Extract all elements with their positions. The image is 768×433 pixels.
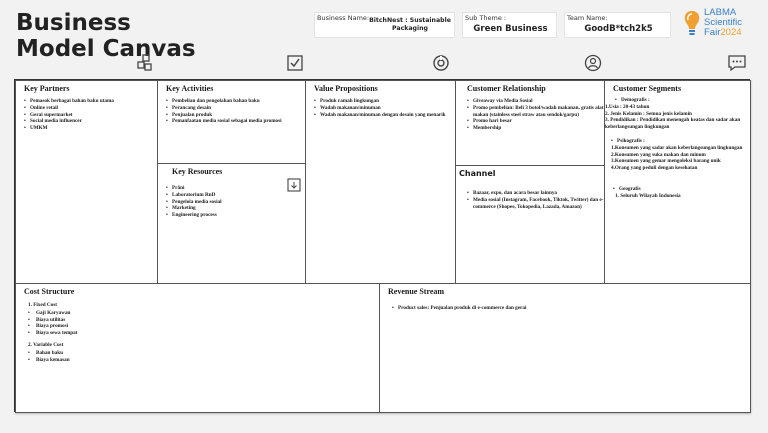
sub-theme-value: Green Business xyxy=(473,24,548,34)
geo-line: 1. Seluruh Wilayah Indonesia xyxy=(615,192,681,199)
list-item: • Pråni xyxy=(166,185,305,192)
list-item: • Perancang desain xyxy=(166,105,305,112)
sub-theme-label: Sub Theme : xyxy=(465,14,507,22)
list-item: • Wadah makanan/minuman dengan desain yang menarik xyxy=(314,112,455,119)
value-propositions-title: Value Propositions xyxy=(314,84,378,93)
revenue-stream-cell xyxy=(379,283,751,413)
psiko-line: 2.Konsumen yang suka makan dan minum xyxy=(611,151,706,158)
list-item: • Engineering process xyxy=(166,212,305,219)
psiko-line: 1.Konsumen yang sadar akan keberlangsungan lingkungan xyxy=(611,144,743,151)
key-partners-title: Key Partners xyxy=(24,84,70,93)
value-icon xyxy=(432,54,450,72)
relationship-icon xyxy=(584,54,602,72)
customer-segments-title: Customer Segments xyxy=(613,84,682,93)
list-item: • Biaya promosi xyxy=(28,323,379,330)
revenue-stream-list xyxy=(392,305,750,312)
logo-line3: Fair xyxy=(704,27,721,38)
list-item: • Gerai supermarket xyxy=(24,112,157,119)
list-item: • Marketing xyxy=(166,205,305,212)
list-item: • Social media influencer xyxy=(24,118,157,125)
key-resources-title: Key Resources xyxy=(172,167,223,176)
demografis-heading: • Demografis : xyxy=(615,97,750,104)
psiko-line: 3.Konsumen yang gemar mengoleksi barang unik xyxy=(611,158,721,165)
channel-title: Channel xyxy=(459,169,496,178)
variable-cost-label: 2. Variable Cost xyxy=(28,341,64,348)
channel-cell xyxy=(455,165,605,284)
fixed-cost-label: 1. Fixed Cost xyxy=(28,302,57,308)
customer-relationship-title: Customer Relationship xyxy=(467,84,546,93)
list-item: • Bazaar, expo, dan acara besar lainnya xyxy=(467,190,604,197)
logo-line1: LABMA xyxy=(704,7,737,18)
list-item: • Produk ramah lingkungan xyxy=(314,98,455,105)
list-item: • Pemanfaatan media sosial sebagai media promosi xyxy=(166,118,305,125)
business-name-box xyxy=(314,12,455,38)
list-item: • Giveaway via Media Sosial xyxy=(467,98,604,105)
key-activities-title: Key Activities xyxy=(166,84,214,93)
cost-structure-title: Cost Structure xyxy=(24,287,75,296)
variable-cost-list xyxy=(28,350,379,364)
labma-logo xyxy=(683,8,755,42)
team-name-box xyxy=(564,12,671,38)
list-item: • UMKM xyxy=(24,125,157,132)
list-item: • Online retail xyxy=(24,105,157,112)
key-activities-cell xyxy=(157,80,306,164)
demo-line: 2. Jenis Kelamin : Semua jenis kelamin xyxy=(605,110,692,117)
psiko-line: 4.Orang yang peduli dengan kesehatan xyxy=(611,165,698,172)
team-name-value: GoodB*tch2k5 xyxy=(584,24,653,34)
list-item: • Pembelian dan pengolahan bahan baku xyxy=(166,98,305,105)
demo-line: 1.Usia : 20-43 tahun xyxy=(605,103,650,110)
geografis-heading: • Geografis xyxy=(613,186,750,193)
business-name-label: Business Name: xyxy=(317,14,370,22)
list-item: • Biaya kemasan xyxy=(28,357,379,364)
channel-list xyxy=(467,190,604,210)
business-model-canvas xyxy=(14,79,750,412)
activities-icon xyxy=(286,54,304,72)
list-item: • Membership xyxy=(467,125,604,132)
value-propositions-cell xyxy=(305,80,456,284)
list-item: • Biaya sewa tempat xyxy=(28,330,379,337)
list-item: • Product sales: Penjualan produk di e-commerce dan gerai xyxy=(392,305,750,312)
team-name-label: Team Name: xyxy=(567,14,608,22)
page-title: Business Model Canvas xyxy=(16,10,196,62)
list-item: • Media sosial (Instagram, Facebook, Tiktok, Twitter) dan e-commerce (Shopee, Tokopedia, Lazada, Amazon) xyxy=(467,197,604,211)
partners-icon xyxy=(136,54,154,72)
list-item: • Gaji Karyawan xyxy=(28,310,379,317)
demo-line: 3. Pendidikan : Pendidikan menengah keatas dan sadar akan keberlangsungan lingkungan xyxy=(605,117,741,131)
key-partners-list xyxy=(24,98,157,132)
cost-structure-cell xyxy=(15,283,380,413)
customer-relationship-list xyxy=(467,98,604,132)
psikografis-heading: • Psikografis : xyxy=(611,138,750,145)
key-partners-cell xyxy=(15,80,158,284)
list-item: • Biaya utilitas xyxy=(28,317,379,324)
lightbulb-icon xyxy=(683,10,701,36)
customer-relationship-cell xyxy=(455,80,605,166)
customer-segments-cell xyxy=(604,80,751,284)
list-item: • Bahan baku xyxy=(28,350,379,357)
revenue-stream-title: Revenue Stream xyxy=(388,287,445,296)
list-item: • Promo hari besar xyxy=(467,118,604,125)
list-item: • Laboratorium RnD xyxy=(166,192,305,199)
sub-theme-box xyxy=(462,12,557,38)
list-item: • Penjualan produk xyxy=(166,112,305,119)
key-resources-list xyxy=(166,185,305,219)
business-name-value: BitchNest : Sustainable Packaging xyxy=(369,17,451,32)
segments-icon xyxy=(728,54,746,72)
list-item: • Pemasok berbagai bahan baku utama xyxy=(24,98,157,105)
fixed-cost-list xyxy=(28,310,379,337)
list-item: • Promo pembelian: Beli 3 botol/wadah makanan, gratis alat makan (stainless steel straw atau sendok/garpu) xyxy=(467,105,604,119)
key-activities-list xyxy=(166,98,305,125)
value-propositions-list xyxy=(314,98,455,118)
logo-line2: Scientific xyxy=(704,17,743,28)
logo-year: 2024 xyxy=(720,27,742,38)
key-resources-cell xyxy=(157,163,306,284)
list-item: • Pengelola media sosial xyxy=(166,199,305,206)
list-item: • Wadah makanan/minuman xyxy=(314,105,455,112)
